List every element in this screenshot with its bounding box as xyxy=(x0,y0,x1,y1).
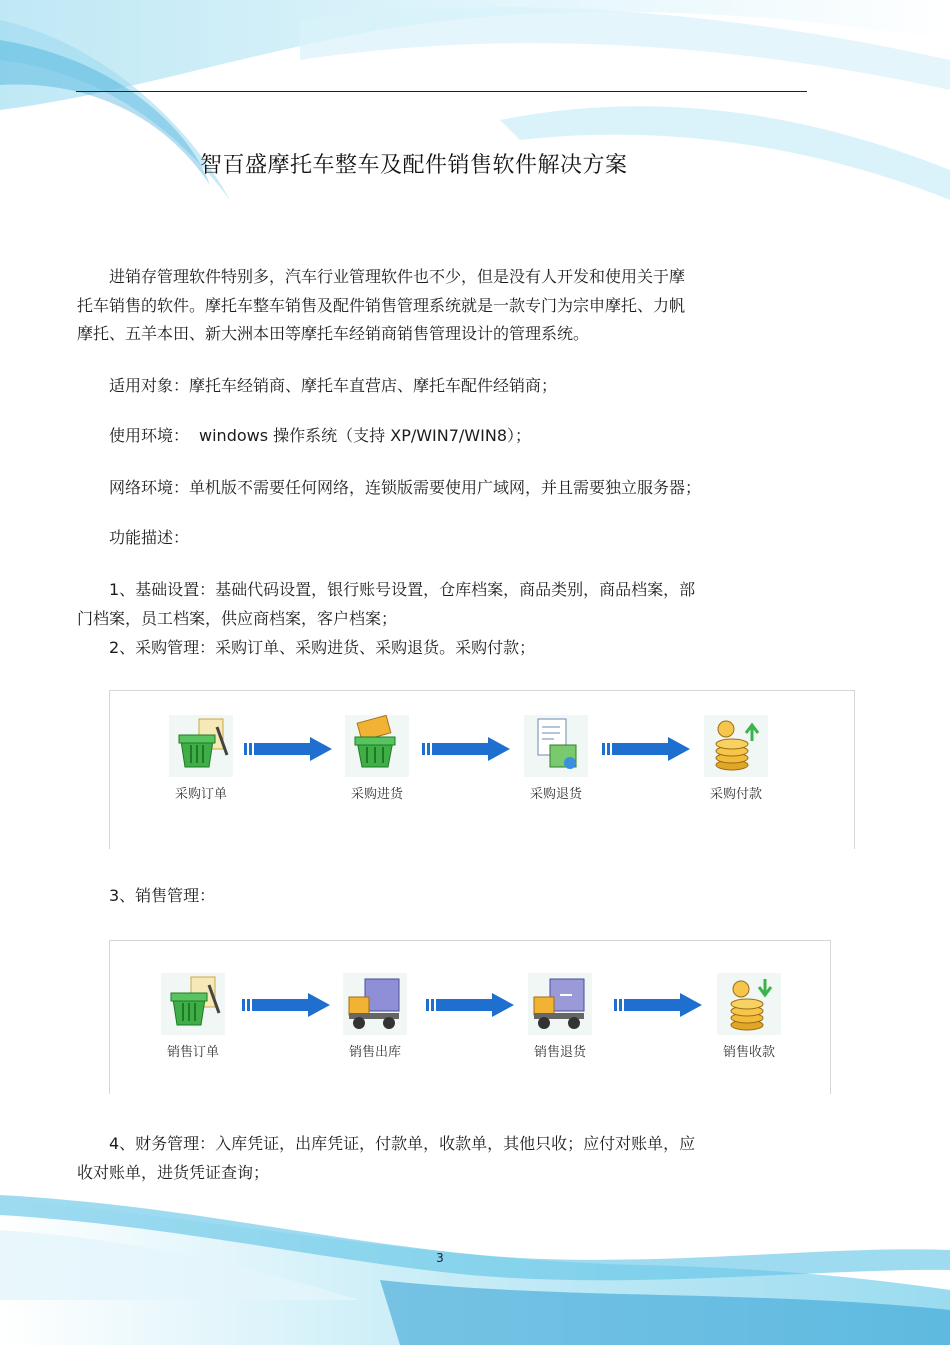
flow-arrow-icon xyxy=(242,993,330,1017)
delivery-truck-icon xyxy=(343,973,407,1035)
header-rule xyxy=(76,91,807,92)
function-heading: 功能描述： xyxy=(109,528,190,547)
sales-receipt-label: 销售收款 xyxy=(722,1045,775,1060)
sales-outbound-label: 销售出库 xyxy=(348,1045,401,1060)
purchase-return-node xyxy=(511,715,601,802)
coins-payment-icon xyxy=(704,715,768,777)
item4-line-1: 4、财务管理：入库凭证，出库凭证，付款单，收款单，其他只收；应付对账单，应 xyxy=(109,1134,696,1153)
purchase-payment-label: 采购付款 xyxy=(709,787,762,802)
order-cart-icon xyxy=(169,715,233,777)
coins-receipt-icon xyxy=(717,973,781,1035)
flow-arrow-icon xyxy=(422,737,510,761)
purchase-order-node xyxy=(156,715,246,802)
flow-arrow-icon xyxy=(426,993,514,1017)
intro-line-1: 进销存管理软件特别多，汽车行业管理软件也不少，但是没有人开发和使用关于摩 xyxy=(109,267,686,286)
environment xyxy=(109,426,531,446)
item2-purchase: 2、采购管理：采购订单、采购进货、采购退货。采购付款； xyxy=(109,638,536,657)
network-environment: 网络环境：单机版不需要任何网络，连锁版需要使用广域网，并且需要独立服务器； xyxy=(109,478,702,497)
return-truck-icon xyxy=(528,973,592,1035)
sales-order-label: 销售订单 xyxy=(166,1045,219,1060)
sales-return-node xyxy=(515,973,605,1060)
purchase-incoming-node xyxy=(332,715,422,802)
intro-line-3: 摩托、五羊本田、新大洲本田等摩托车经销商销售管理设计的管理系统。 xyxy=(77,324,590,343)
order-cart-icon xyxy=(161,973,225,1035)
sales-outbound-node xyxy=(330,973,420,1060)
flow-arrow-icon xyxy=(614,993,702,1017)
item1-line-1: 1、基础设置：基础代码设置，银行账号设置，仓库档案，商品类别，商品档案，部 xyxy=(109,580,696,599)
purchase-flow-diagram xyxy=(109,690,855,849)
flow-arrow-icon xyxy=(244,737,332,761)
sales-order-node xyxy=(148,973,238,1060)
purchase-return-label: 采购退货 xyxy=(529,787,582,802)
page-number: 3 xyxy=(436,1251,444,1265)
environment-value: windows 操作系统（支持 XP/WIN7/WIN8）； xyxy=(199,426,531,445)
item4-line-2: 收对账单，进货凭证查询； xyxy=(77,1163,270,1182)
purchase-incoming-label: 采购进货 xyxy=(350,787,403,802)
sales-receipt-node xyxy=(704,973,794,1060)
target-users: 适用对象：摩托车经销商、摩托车直营店、摩托车配件经销商； xyxy=(109,376,558,395)
cart-incoming-icon xyxy=(345,715,409,777)
item3-sales: 3、销售管理： xyxy=(109,886,216,905)
purchase-payment-node xyxy=(691,715,781,802)
intro-line-2: 托车销售的软件。摩托车整车销售及配件销售管理系统就是一款专门为宗申摩托、力帆 xyxy=(77,296,686,315)
environment-label: 使用环境： xyxy=(109,426,190,445)
sales-return-label: 销售退货 xyxy=(533,1045,586,1060)
item1-line-2: 门档案，员工档案，供应商档案，客户档案； xyxy=(77,609,398,628)
document-title: 智百盛摩托车整车及配件销售软件解决方案 xyxy=(200,153,628,178)
flow-arrow-icon xyxy=(602,737,690,761)
purchase-order-label: 采购订单 xyxy=(174,787,227,802)
sales-flow-diagram xyxy=(109,940,831,1094)
return-document-icon xyxy=(524,715,588,777)
